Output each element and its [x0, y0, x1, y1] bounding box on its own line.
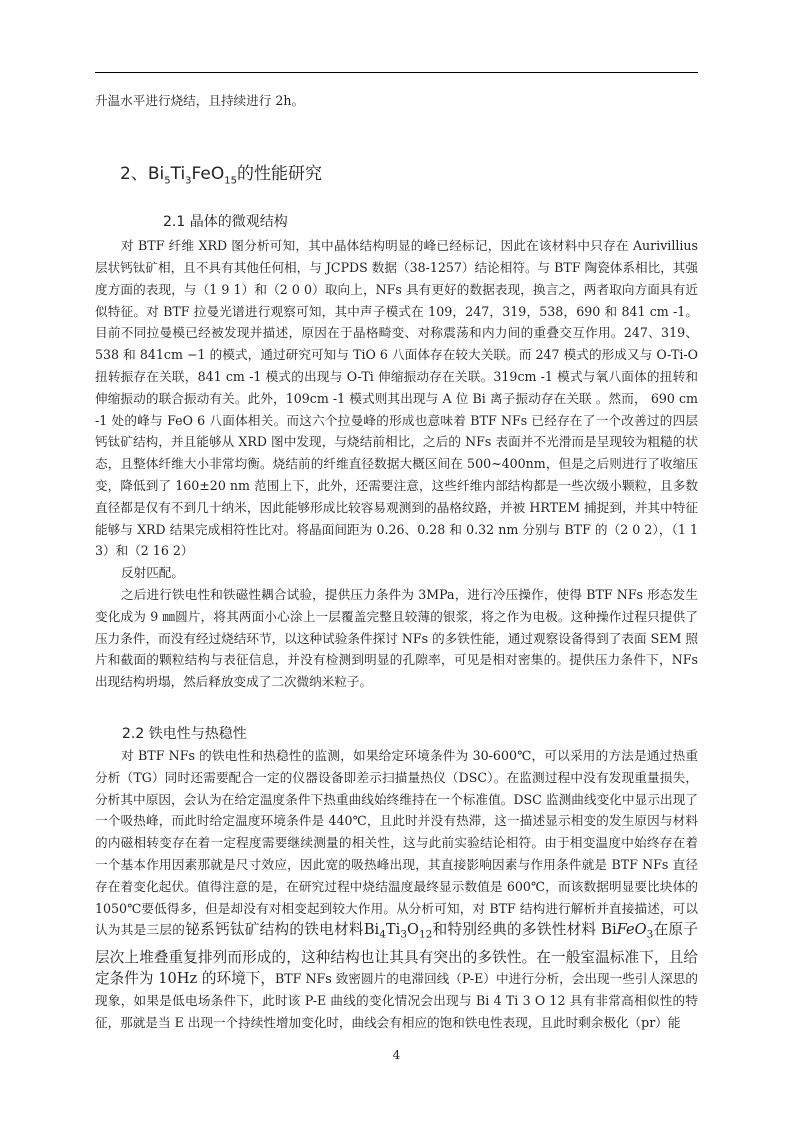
paragraph-2-1-c: 之后进行铁电性和铁磁性耦合试验，提供压力条件为 3MPa，进行冷压操作，使得 BTF NFs 形态发生变化成为 9 ㎜圆片，将其两面小心涂上一层覆盖完整且较薄的银浆，将之作为电极。这种操作过程只提供了压力条件，而没有经过烧结环节，以这种试验条件探讨 NFs 的多铁性能，通过观察设备得到了表面 SEM 照片和截面的颗粒结构与表征信息，并没有检测到明显的孔隙率，可见是相对密集的。提供压力条件下，NFs 出现结构坍塌，然后释放变成了二次微纳米粒子。: [95, 586, 698, 690]
page-content: [95, 90, 698, 1034]
paragraph-2-1-a: 对 BTF 纤维 XRD 图分析可知，其中晶体结构明显的峰已经标记，因此在该材料中只存在 Aurivillius 层状钙钛矿相，且不具有其他任何相，与 JCPDS 数据（38-1257）结论相符。与 BTF 陶瓷体系相比，其强度方面的表现，与（1 9 1）和（2 0 0）取向上，NFs 具有更好的数据表现，换言之，两者取向方面具有近似特征。对 BTF 拉曼光谱进行观察可知，其中声子模式在 109，247，319，538，690 和 841 cm -1。目前不同拉曼模已经被发现并描述，原因在于晶格畸变、对称震荡和内力间的重叠交互作用。247、319、538 和 841cm −1 的模式，通过研究可知与 TiO 6 八面体存在较大关联。而 247 模式的形成又与 O-Ti-O 扭转振存在关联，841 cm -1 模式的出现与 O-Ti 伸缩振动存在关联。319cm -1 模式与氧八面体的扭转和伸缩振动的联合振动有关。此外，109cm -1 模式则其出现与 A 位 Bi 离子振动存在关联 。然而， 690 cm -1 处的峰与 FeO 6 八面体相关。而这六个拉曼峰的形成也意味着 BTF NFs 已经存在了一个改善过的四层钙钛矿结构，并且能够从 XRD 图中发现，与烧结前相比，之后的 NFs 表面并不光滑而是呈现较为粗糙的状态，且整体纤维大小非常均衡。烧结前的纤维直径数据大概区间在 500~400nm，但是之后则进行了收缩压变，降低到了 160±20 nm 范围上下，此外，还需要注意，这些纤维内部结构都是一些次级小颗粒，且多数直径都是仅有不到几十纳米，因此能够形成比较容易观测到的晶格纹路，并被 HRTEM 捕捉到，并其中特征能够与 XRD 结果完成相符性比对。将晶面间距为 0.26、0.28 和 0.32 nm 分别与 BTF 的（2 0 2），（1 1 3）和（2 16 2）: [95, 238, 698, 559]
paragraph-2-1-b: 反射匹配。: [121, 565, 184, 581]
section-title: 2、$Bi_5Ti_3FeO_{15}$的性能研究: [120, 163, 322, 187]
header-rule: [95, 72, 698, 73]
subsection-2-1-title: 2.1 晶体的微观结构: [163, 214, 288, 231]
subsection-2-2-title: 2.2 铁电性与热稳性: [122, 725, 247, 742]
page-number: 4: [392, 1048, 401, 1062]
paragraph-2-2-a: 对 BTF NFs 的铁电性和热稳性的监测，如果给定环境条件为 30-600℃，可以采用的方法是通过热重分析（TG）同时还需要配合一定的仪器设备即差示扫描量热仪（DSC）。在监测过程中没有发现重量损失，分析其中原因，会认为在给定温度条件下热重曲线始终维持在一个标准值。DSC 监测曲线变化中显示出现了一个吸热峰，而此时给定温度环境条件是 440℃，且此时并没有热滞，这一描述显示相变的发生原因与材料的内磁相转变存在着一定程度需要继续测量的相关性，这与此前实验结论相符。由于相变温度中始终存在着一个基本作用因素那就是尺寸效应，因此宽的吸热峰出现，其直接影响因素与作用条件就是 BTF NFs 直径存在着变化起伏。值得注意的是，在研究过程中烧结温度最终显示数值是 600℃，而该数据明显要比块体的 1050℃要低得多，但是却没有对相变起到较大作用。从分析可知，对 BTF 结构进行解析并直接描述，可以认为其是三层的铋系钙钛矿结构的铁电材料$Bi_4Ti_3O_{12}$和特别经典的多铁性材料 BiFeO$_3$在原子层次上堆叠重复排列而形成的，这种结构也让其具有突出的多铁性。在一般室温标准下，且给定条件为 10Hz 的环境下，BTF NFs 致密圆片的电滞回线（P-E）中进行分析，会出现一些引人深思的现象，如果是低电场条件下，此时该 P-E 曲线的变化情况会出现与 Bi 4 Ti 3 O 12 具有非常高相似性的特征，那就是当 E 出现一个持续性增加变化时，曲线会有相应的饱和铁电性表现，且此时剩余极化（pr）能: [95, 747, 699, 1030]
paragraph-top: 升温水平进行烧结，且持续进行 2h。: [95, 93, 305, 108]
